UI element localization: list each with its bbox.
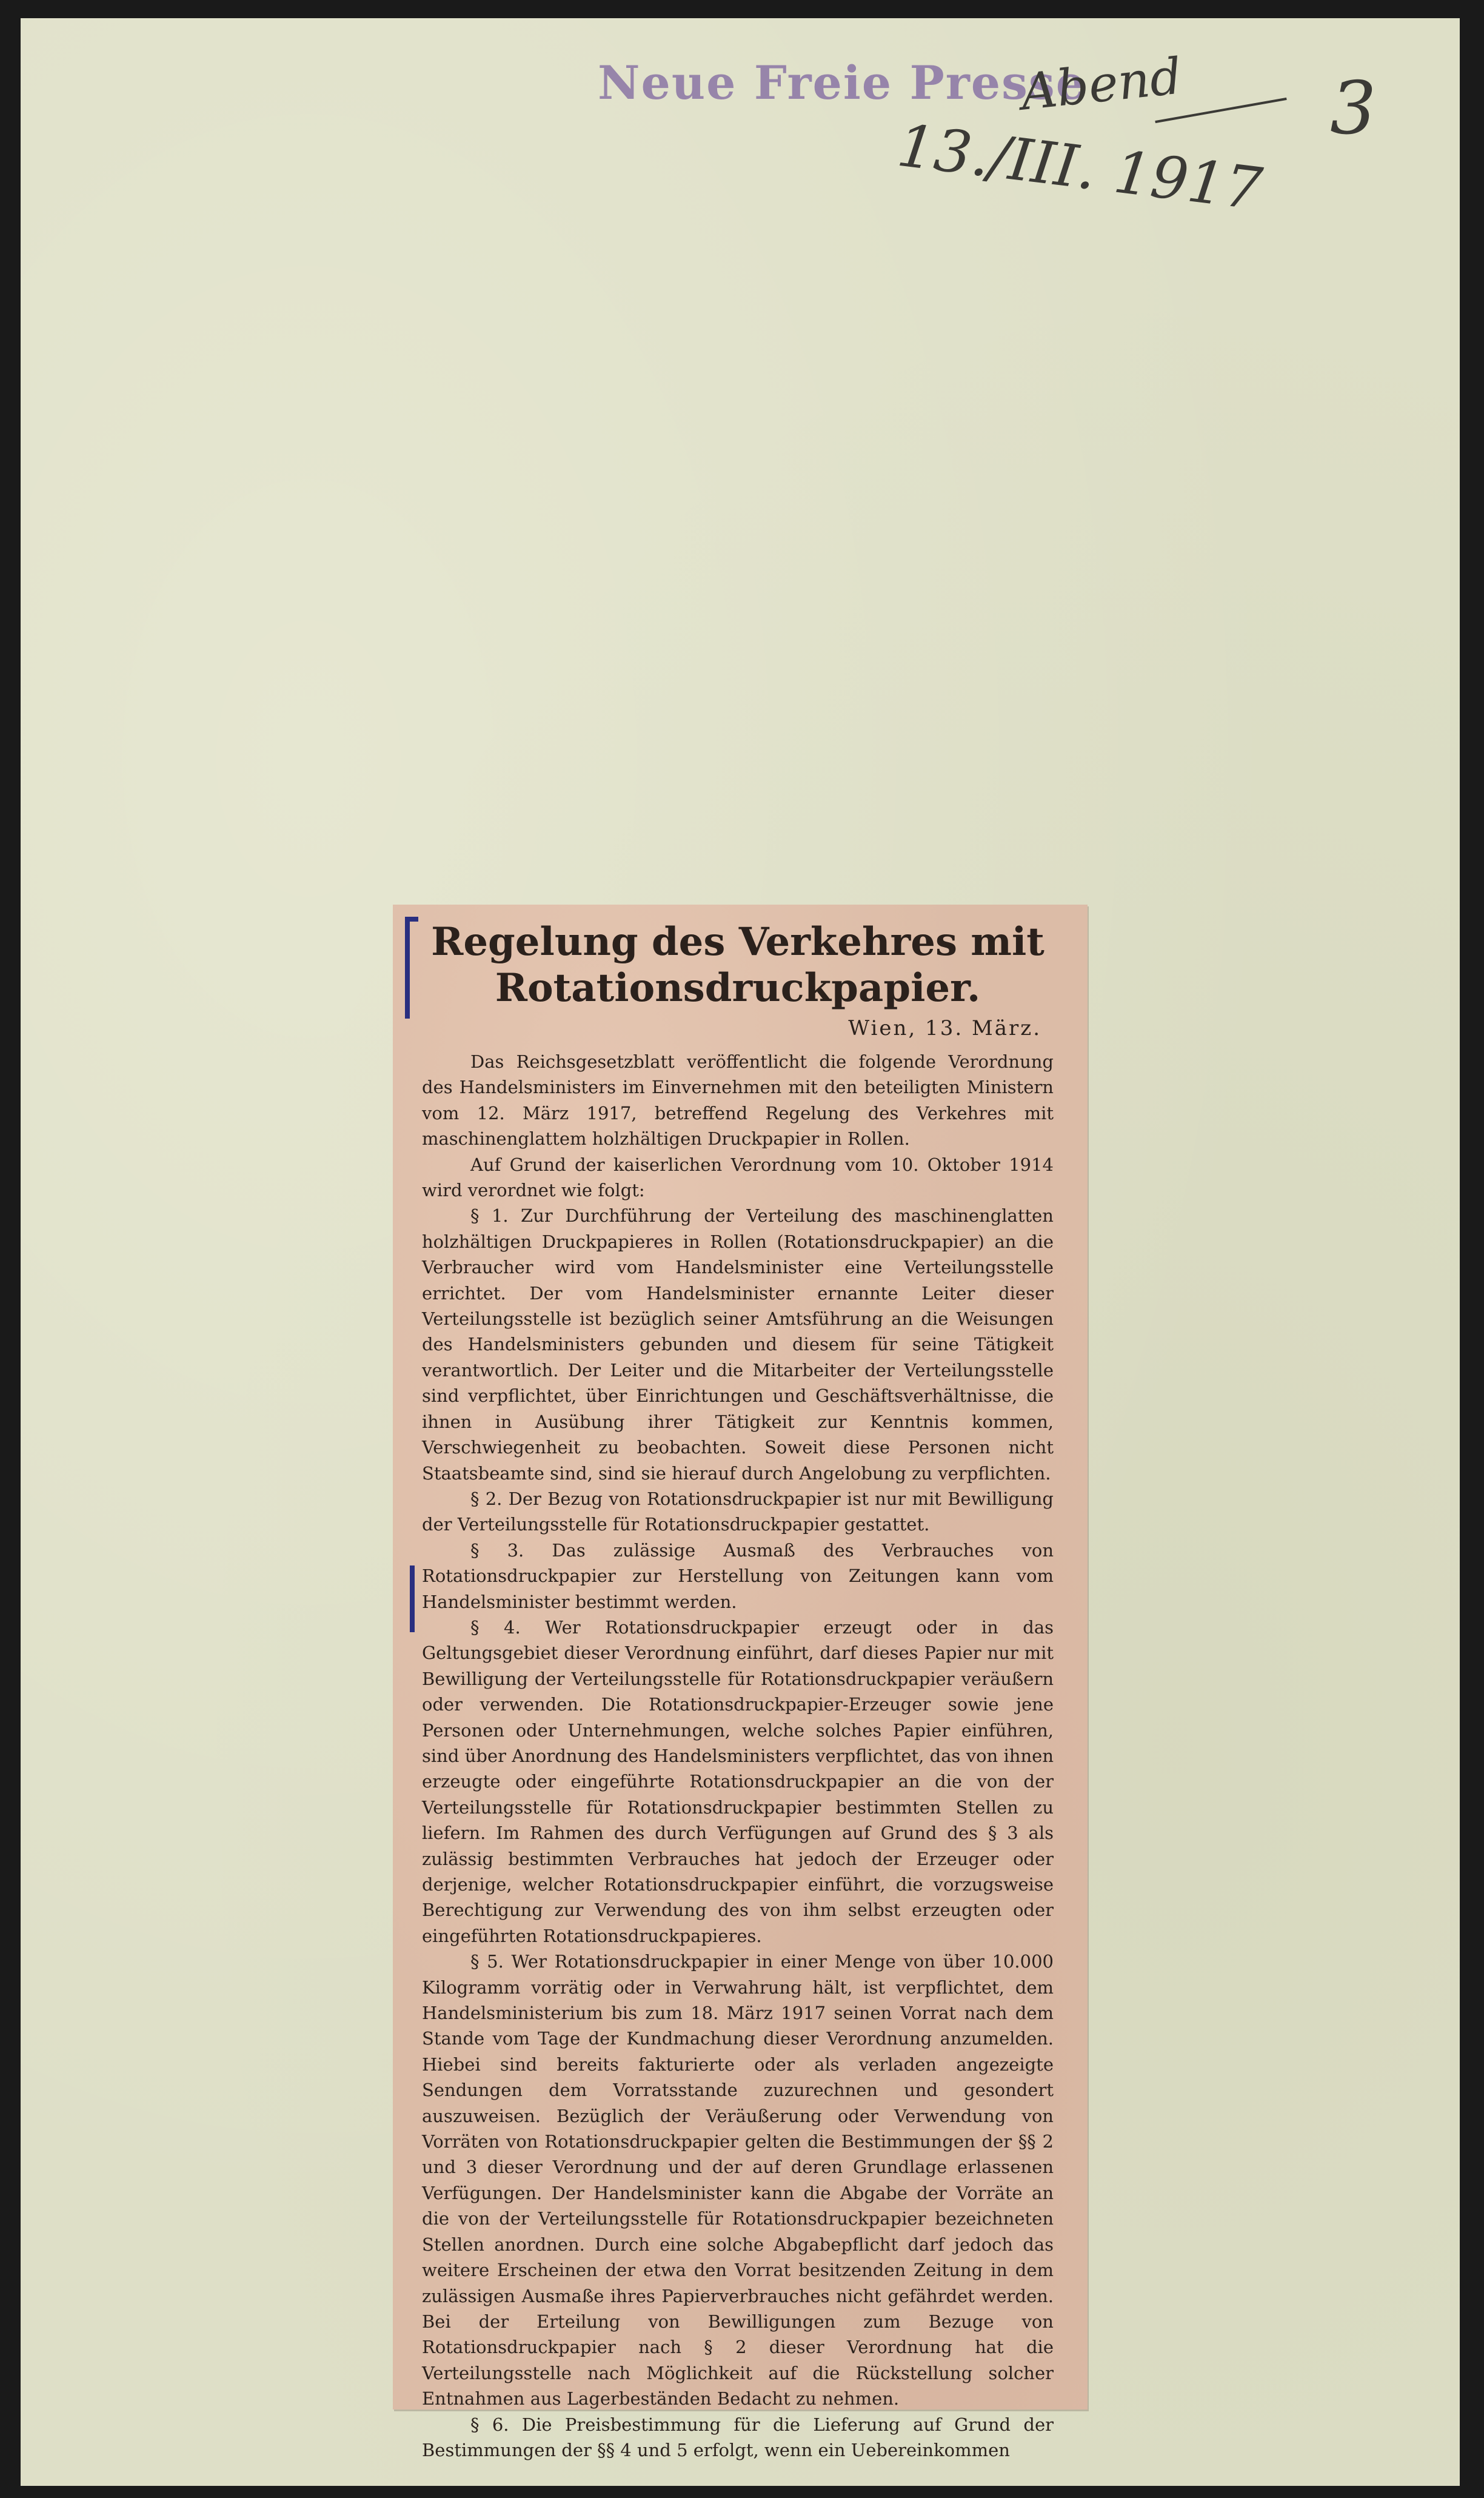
article-paragraph: § 4. Wer Rotationsdruckpapier erzeugt oder in das Geltungsgebiet dieser Verordnung einführt, darf dieses Papier nur mit Bewilligung der Verteilungsstelle für Rotationsdruckpapier veräußern oder verwenden. Die Rotationsdruckpapier-Erzeuger sowie jene Personen oder Unternehmungen, welche solches Papier einführen, sind über Anordnung des Handelsministers verpflichtet, das von ihnen erzeugte oder eingeführte Rotationsdruckpapier an die von der Verteilungsstelle für Rotationsdruckpapier bestimmten Stellen zu liefern. Im Rahmen des durch Verfügungen auf Grund des § 3 als zulässig bestimmten Verbrauches hat jedoch der Erzeuger oder derjenige, welcher Rotationsdruckpapier einführt, die vorzugsweise Berechtigung zur Verwendung des von ihm selbst erzeugten oder eingeführten Rotationsdruckpapieres. (422, 1616, 1054, 1946)
blue-pencil-bracket (405, 917, 418, 1019)
article-body (422, 1049, 1054, 2463)
article-paragraph: Das Reichsgesetzblatt veröffentlicht die folgende Verordnung des Handelsministers im Einvernehmen mit den beteiligten Ministern vom 12. März 1917, betreffend Regelung des Verkehres mit maschinenglattem holzhältigen Druckpapier in Rollen. (422, 1051, 1054, 1150)
article-paragraph: § 6. Die Preisbestimmung für die Lieferung auf Grund der Bestimmungen der §§ 4 und 5 erfolgt, wenn ein Uebereinkommen (422, 2414, 1054, 2460)
handwritten-page-number: 3 (1330, 67, 1377, 151)
handwritten-date: 13./III. 1917 (894, 111, 1266, 224)
handwritten-edition: Abend (1018, 47, 1185, 122)
article-paragraph: § 1. Zur Durchführung der Verteilung des maschinenglatten holzhältigen Druckpapieres in Rollen (Rotationsdruckpapier) an die Verbraucher wird vom Handelsminister eine Verteilungsstelle errichtet. Der vom Handelsminister ernannte Leiter dieser Verteilungsstelle ist bezüglich seiner Amtsführung an die Weisungen des Handelsministers gebunden und diesem für seine Tätigkeit verantwortlich. Der Leiter und die Mitarbeiter der Verteilungsstelle sind verpflichtet, über Einrichtungen und Geschäftsverhältnisse, die ihnen in Ausübung ihrer Tätigkeit zur Kenntnis kommen, Verschwiegenheit zu beobachten. Soweit diese Personen nicht Staatsbeamte sind, sind sie hierauf durch Angelobung zu verpflichten. (422, 1205, 1054, 1484)
article-paragraph: § 3. Das zulässige Ausmaß des Verbrauches von Rotationsdruckpapier zur Herstellung von Zeitungen kann vom Handelsminister bestimmt werden. (422, 1539, 1054, 1612)
article-paragraph: § 5. Wer Rotationsdruckpapier in einer Menge von über 10.000 Kilogramm vorrätig oder in Verwahrung hält, ist verpflichtet, dem Handelsministerium bis zum 18. März 1917 seinen Vorrat nach dem Stande vom Tage der Kundmachung dieser Verordnung anzumelden. Hiebei sind bereits fakturierte oder als verladen angezeigte Sendungen dem Vorratsstande zuzurechnen und gesondert auszuweisen. Bezüglich der Veräußerung oder Verwendung von Vorräten von Rotationsdruckpapier gelten die Bestimmungen der §§ 2 und 3 dieser Verordnung und der auf deren Grundlage erlassenen Verfügungen. Der Handelsminister kann die Abgabe der Vorräte an die von der Verteilungsstelle für Rotationsdruckpapier bezeichneten Stellen anordnen. Durch eine solche Abgabepflicht darf jedoch das weitere Erscheinen der etwa den Vorrat besitzenden Zeitung in dem zulässigen Ausmaße ihres Papierverbrauches nicht gefährdet werden. Bei der Erteilung von Bewilligungen zum Bezuge von Rotationsdruckpapier nach § 2 dieser Verordnung hat die Verteilungsstelle nach Möglichkeit auf die Rückstellung solcher Entnahmen aus Lagerbeständen Bedacht zu nehmen. (422, 1951, 1054, 2409)
blue-pencil-margin-mark (410, 1565, 415, 1632)
article-paragraph: Auf Grund der kaiserlichen Verordnung vom 10. Oktober 1914 wird verordnet wie folgt: (422, 1154, 1054, 1201)
article-dateline: Wien, 13. März. (848, 1016, 1041, 1040)
newspaper-stamp: Neue Freie Presse (598, 56, 1087, 110)
newspaper-clipping (393, 905, 1088, 2460)
article-paragraph: § 2. Der Bezug von Rotationsdruckpapier ist nur mit Bewilligung der Verteilungsstelle für Rotationsdruckpapier gestattet. (422, 1488, 1054, 1535)
article-headline: Regelung des Verkehres mit Rotationsdruckpapier. (431, 919, 1044, 1011)
